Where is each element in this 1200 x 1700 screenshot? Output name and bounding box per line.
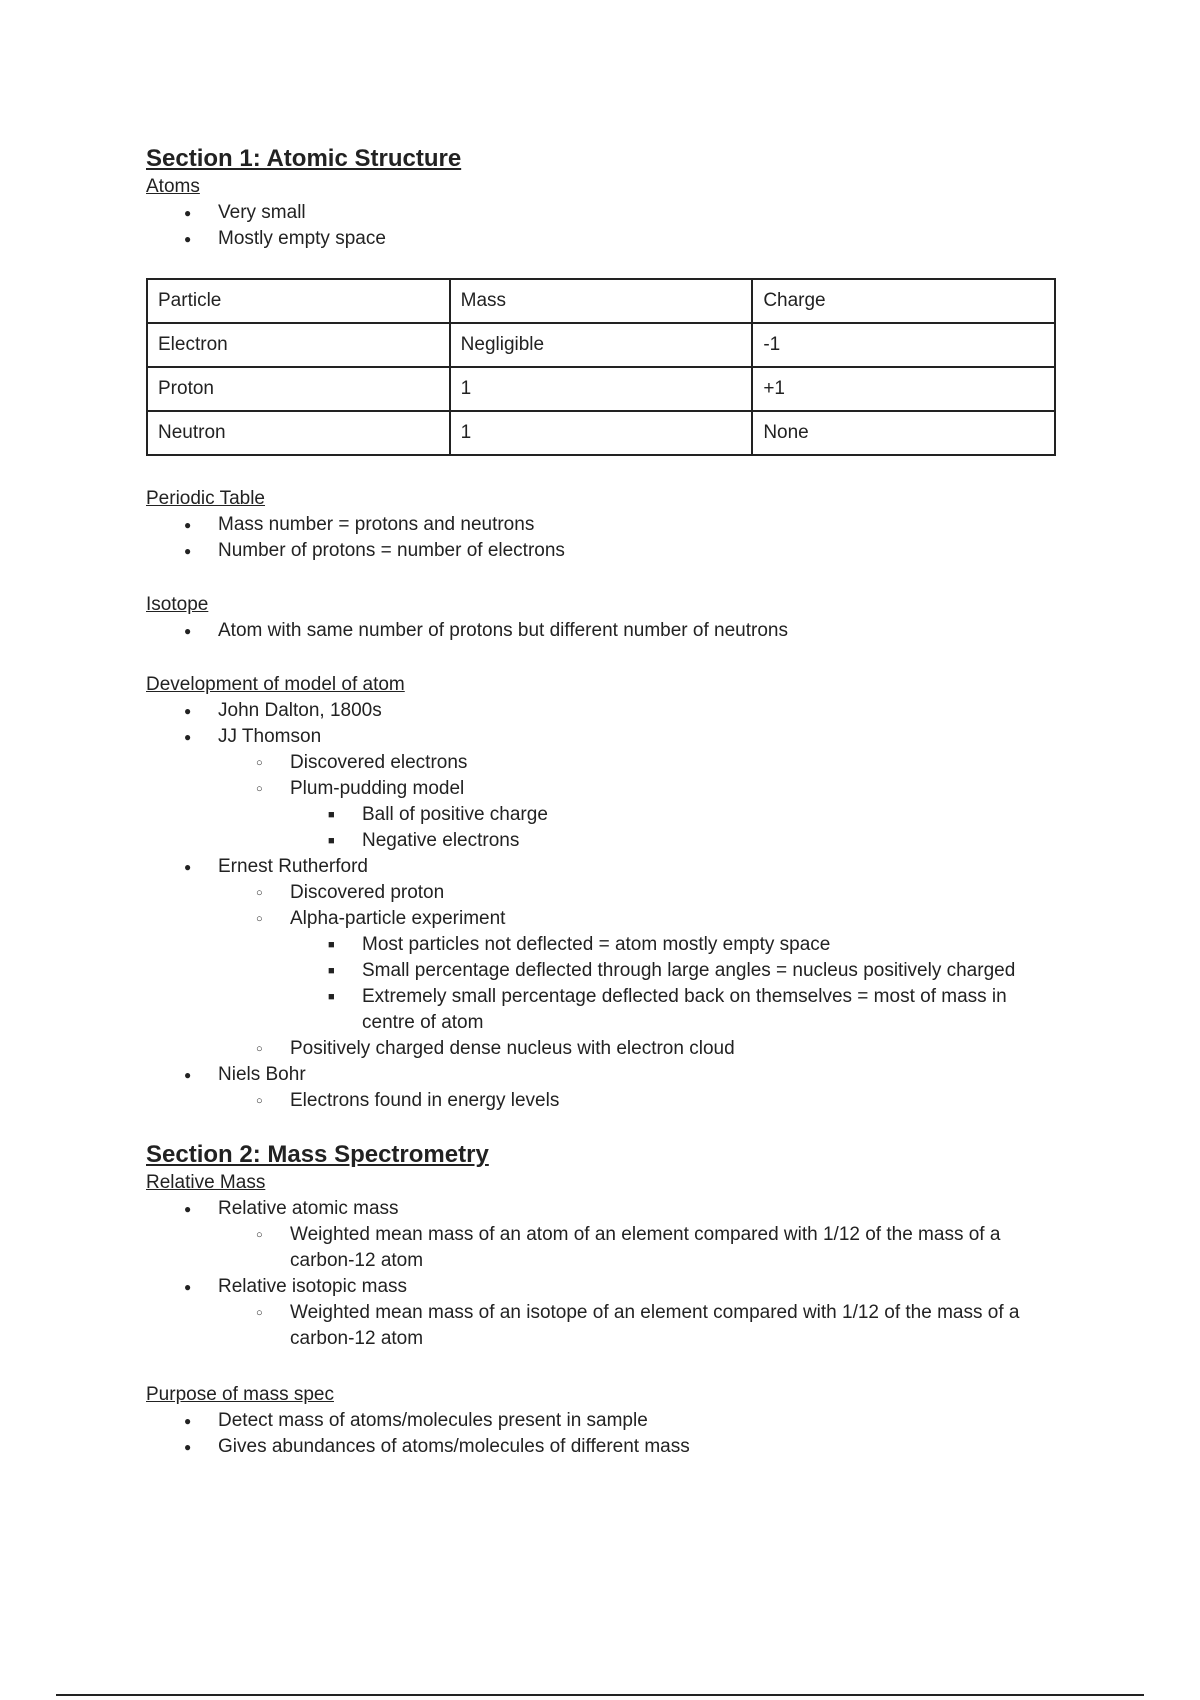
list-item: ■ Small percentage deflected through large angles = nucleus positively charged xyxy=(290,958,1060,984)
table-cell: None xyxy=(752,411,1055,455)
list-item: ○ Weighted mean mass of an isotope of an element compared with 1/12 of the mass of a carbon-12 atom xyxy=(218,1300,1060,1352)
list-item: ○ Discovered proton xyxy=(218,880,1060,906)
thomson-label: JJ Thomson xyxy=(218,726,322,747)
list-item: ■ Negative electrons xyxy=(290,828,1060,854)
relative-atomic-label: Relative atomic mass xyxy=(218,1198,399,1219)
development-heading: Development of model of atom xyxy=(146,674,405,695)
relative-mass-list xyxy=(146,1196,1060,1352)
list-item: ■ Extremely small percentage deflected back on themselves = most of mass in centre of atom xyxy=(290,984,1060,1036)
list-item: ○ Positively charged dense nucleus with electron cloud xyxy=(218,1036,1060,1062)
list-item xyxy=(146,1062,1060,1114)
isotope-list xyxy=(146,618,1060,644)
table-row xyxy=(147,367,1055,411)
relative-isotopic-label: Relative isotopic mass xyxy=(218,1276,408,1297)
bohr-label: Niels Bohr xyxy=(218,1064,306,1085)
table-cell: Neutron xyxy=(147,411,450,455)
section-1-title: Section 1: Atomic Structure xyxy=(146,145,462,172)
table-cell: Proton xyxy=(147,367,450,411)
list-item xyxy=(218,906,1060,1036)
page-bottom-rule xyxy=(56,1694,1144,1696)
list-item xyxy=(146,854,1060,1062)
table-header-row xyxy=(147,279,1055,323)
document-page xyxy=(146,144,1060,1460)
rutherford-sublist xyxy=(218,880,1060,1062)
list-item: ● Very small xyxy=(146,200,1060,226)
table-row xyxy=(147,323,1055,367)
spacer xyxy=(146,1114,1060,1140)
development-list xyxy=(146,698,1060,1114)
relative-mass-heading: Relative Mass xyxy=(146,1172,266,1193)
isotope-heading: Isotope xyxy=(146,594,209,615)
table-cell: -1 xyxy=(752,323,1055,367)
header-cell: Particle xyxy=(147,279,450,323)
relative-atomic-sublist xyxy=(218,1222,1060,1274)
alpha-sublist xyxy=(290,932,1060,1036)
list-item xyxy=(146,1274,1060,1352)
thomson-sublist xyxy=(218,750,1060,854)
plum-sublist xyxy=(290,802,1060,854)
table-cell: 1 xyxy=(450,367,753,411)
periodic-table-heading: Periodic Table xyxy=(146,488,266,509)
list-item: ● Atom with same number of protons but different number of neutrons xyxy=(146,618,1060,644)
list-item: ● Mass number = protons and neutrons xyxy=(146,512,1060,538)
list-item: ■ Ball of positive charge xyxy=(290,802,1060,828)
list-item: ○ Weighted mean mass of an atom of an element compared with 1/12 of the mass of a carbon-12 atom xyxy=(218,1222,1060,1274)
list-item: ● Number of protons = number of electrons xyxy=(146,538,1060,564)
purpose-list xyxy=(146,1408,1060,1460)
atoms-list xyxy=(146,200,1060,252)
list-item: ○ Discovered electrons xyxy=(218,750,1060,776)
header-cell: Charge xyxy=(752,279,1055,323)
list-item: ○ Electrons found in energy levels xyxy=(218,1088,1060,1114)
header-cell: Mass xyxy=(450,279,753,323)
table-cell: 1 xyxy=(450,411,753,455)
list-item: ● John Dalton, 1800s xyxy=(146,698,1060,724)
list-item xyxy=(218,776,1060,854)
rutherford-label: Ernest Rutherford xyxy=(218,856,368,877)
list-item: ● Detect mass of atoms/molecules present in sample xyxy=(146,1408,1060,1434)
periodic-list xyxy=(146,512,1060,564)
bohr-sublist xyxy=(218,1088,1060,1114)
table-row xyxy=(147,411,1055,455)
list-item: ● Gives abundances of atoms/molecules of different mass xyxy=(146,1434,1060,1460)
section-2-title: Section 2: Mass Spectrometry xyxy=(146,1141,489,1168)
table-cell: +1 xyxy=(752,367,1055,411)
table-cell: Negligible xyxy=(450,323,753,367)
purpose-heading: Purpose of mass spec xyxy=(146,1384,334,1405)
list-item xyxy=(146,724,1060,854)
particle-table xyxy=(146,278,1056,456)
list-item xyxy=(146,1196,1060,1274)
atoms-heading: Atoms xyxy=(146,176,200,197)
alpha-label: Alpha-particle experiment xyxy=(290,908,506,929)
spacer xyxy=(146,564,1060,592)
relative-isotopic-sublist xyxy=(218,1300,1060,1352)
plum-pudding-label: Plum-pudding model xyxy=(290,778,465,799)
list-item: ● Mostly empty space xyxy=(146,226,1060,252)
spacer xyxy=(146,644,1060,672)
spacer xyxy=(146,1352,1060,1382)
list-item: ■ Most particles not deflected = atom mostly empty space xyxy=(290,932,1060,958)
table-cell: Electron xyxy=(147,323,450,367)
